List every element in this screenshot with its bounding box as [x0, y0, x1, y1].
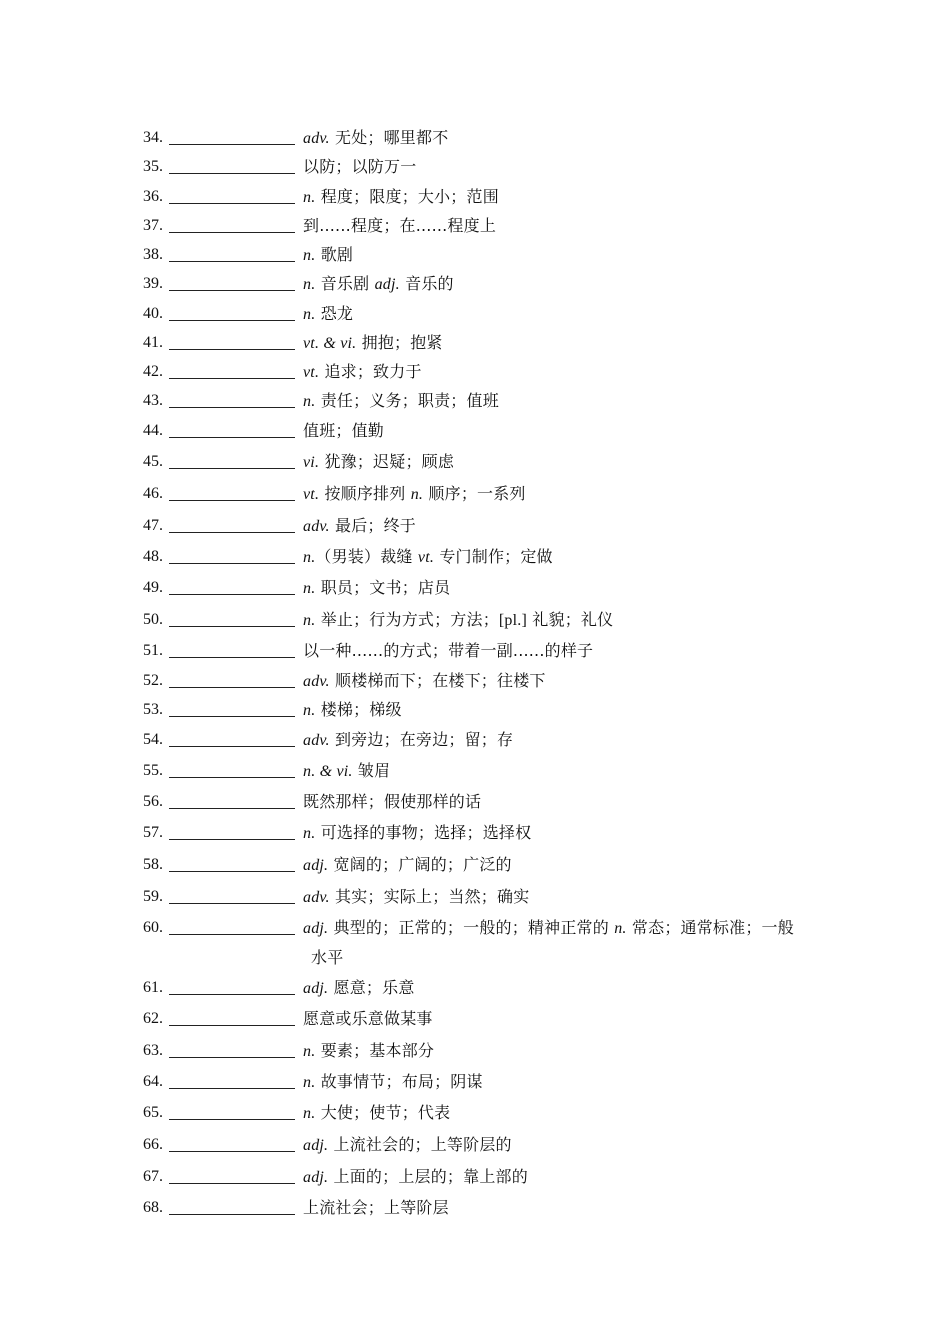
answer-blank — [169, 416, 295, 438]
item-number: 56. — [143, 793, 163, 810]
answer-blank — [169, 756, 295, 778]
answer-blank — [169, 636, 295, 658]
part-of-speech: vi. — [303, 454, 320, 471]
meaning-text: 皱眉 — [352, 761, 391, 780]
definition — [303, 605, 823, 635]
part-of-speech: adj. — [303, 920, 329, 937]
item-number: 45. — [143, 453, 163, 470]
definition — [303, 787, 823, 816]
item-number: 57. — [143, 824, 163, 841]
meaning-text: 歌剧 — [315, 245, 354, 264]
answer-blank — [169, 1193, 295, 1215]
definition — [303, 542, 823, 572]
part-of-speech: adj. — [303, 1137, 329, 1154]
part-of-speech: adv. — [303, 732, 330, 749]
definition — [303, 1004, 823, 1033]
meaning-text: 上流社会的；上等阶层的 — [328, 1135, 512, 1154]
meaning-text: 职员；文书；店员 — [315, 578, 451, 597]
item-number: 59. — [143, 888, 163, 905]
definition — [303, 1162, 823, 1192]
definition — [303, 666, 823, 696]
item-number: 64. — [143, 1073, 163, 1090]
answer-blank — [169, 973, 295, 995]
item-number: 55. — [143, 762, 163, 779]
answer-blank — [169, 211, 295, 233]
meaning-text: 既然那样；假使那样的话 — [303, 792, 482, 811]
meaning-text: 最后；终于 — [329, 516, 417, 535]
part-of-speech: vt. & vi. — [303, 335, 357, 352]
item-number: 68. — [143, 1199, 163, 1216]
part-of-speech: vt. — [417, 549, 435, 566]
item-number: 63. — [143, 1042, 163, 1059]
meaning-text: 犹豫；迟疑；顾虑 — [319, 452, 455, 471]
answer-blank — [169, 1162, 295, 1184]
grammar-note: [pl.] — [498, 612, 528, 629]
item-number: 58. — [143, 856, 163, 873]
definition — [303, 636, 823, 665]
item-number: 37. — [143, 217, 163, 234]
item-number: 41. — [143, 334, 163, 351]
part-of-speech: adv. — [303, 130, 330, 147]
definition — [303, 913, 823, 972]
meaning-text: 大使；使节；代表 — [315, 1103, 451, 1122]
answer-blank — [169, 913, 295, 935]
part-of-speech: n. — [303, 549, 316, 566]
item-number: 60. — [143, 919, 163, 936]
definition — [303, 240, 823, 270]
item-number: 40. — [143, 305, 163, 322]
answer-blank — [169, 479, 295, 501]
definition — [303, 1098, 823, 1128]
meaning-text: 音乐的 — [399, 274, 454, 293]
definition — [303, 1130, 823, 1160]
answer-blank — [169, 542, 295, 564]
meaning-text: 顺序；一系列 — [423, 484, 526, 503]
definition — [303, 123, 823, 153]
meaning-text: 恐龙 — [315, 304, 354, 323]
item-number: 52. — [143, 672, 163, 689]
definition — [303, 511, 823, 541]
item-number: 38. — [143, 246, 163, 263]
meaning-text: 宽阔的；广阔的；广泛的 — [328, 855, 512, 874]
definition — [303, 182, 823, 212]
meaning-text: 典型的；正常的；一般的；精神正常的 — [328, 918, 615, 937]
meaning-text: 拥抱；抱紧 — [356, 333, 443, 352]
meaning-text: 可选择的事物；选择；选择权 — [315, 823, 532, 842]
meaning-continuation: 水平 — [311, 948, 344, 967]
answer-blank — [169, 787, 295, 809]
answer-blank — [169, 1036, 295, 1058]
meaning-text: 故事情节；布局；阴谋 — [315, 1072, 483, 1091]
answer-blank — [169, 299, 295, 321]
answer-blank — [169, 269, 295, 291]
part-of-speech: n. & vi. — [303, 763, 353, 780]
part-of-speech: n. — [303, 825, 316, 842]
definition — [303, 725, 823, 755]
part-of-speech: adj. — [303, 1169, 329, 1186]
definition — [303, 573, 823, 603]
item-number: 67. — [143, 1168, 163, 1185]
item-number: 53. — [143, 701, 163, 718]
item-number: 66. — [143, 1136, 163, 1153]
item-number: 35. — [143, 158, 163, 175]
item-number: 54. — [143, 731, 163, 748]
meaning-text: 音乐剧 — [315, 274, 375, 293]
definition — [303, 882, 823, 912]
item-number: 62. — [143, 1010, 163, 1027]
answer-blank — [169, 1098, 295, 1120]
meaning-text: 举止；行为方式；方法； — [315, 610, 499, 629]
answer-blank — [169, 695, 295, 717]
meaning-text: 值班；值勤 — [303, 421, 385, 440]
part-of-speech: n. — [410, 486, 424, 503]
definition — [303, 1067, 823, 1097]
meaning-text: 按顺序排列 — [319, 484, 411, 503]
answer-blank — [169, 123, 295, 145]
item-number: 46. — [143, 485, 163, 502]
part-of-speech: n. — [614, 920, 627, 937]
meaning-text: 以防；以防万一 — [303, 157, 417, 176]
answer-blank — [169, 725, 295, 747]
answer-blank — [169, 850, 295, 872]
item-number: 36. — [143, 188, 163, 205]
part-of-speech: n. — [303, 612, 316, 629]
answer-blank — [169, 1130, 295, 1152]
meaning-text: 上流社会；上等阶层 — [303, 1198, 449, 1217]
meaning-text: 专门制作；定做 — [434, 547, 553, 566]
definition — [303, 152, 823, 181]
part-of-speech: n. — [303, 247, 316, 264]
item-number: 50. — [143, 611, 163, 628]
definition — [303, 447, 823, 477]
meaning-text: 愿意或乐意做某事 — [303, 1009, 433, 1028]
item-number: 48. — [143, 548, 163, 565]
meaning-text: 程度；限度；大小；范围 — [315, 187, 499, 206]
part-of-speech: adv. — [303, 889, 330, 906]
meaning-text: 顺楼梯而下；在楼下；往楼下 — [329, 671, 546, 690]
definition — [303, 1036, 823, 1066]
definition — [303, 357, 823, 387]
answer-blank — [169, 152, 295, 174]
meaning-text: 到......程度；在......程度上 — [303, 216, 497, 235]
meaning-text: 楼梯；梯级 — [315, 700, 402, 719]
meaning-text: 其实；实际上；当然；确实 — [329, 887, 530, 906]
part-of-speech: n. — [303, 306, 316, 323]
definition — [303, 416, 823, 445]
part-of-speech: n. — [303, 702, 316, 719]
definition — [303, 1193, 823, 1222]
part-of-speech: adj. — [303, 857, 329, 874]
answer-blank — [169, 511, 295, 533]
meaning-text: 上面的；上层的；靠上部的 — [328, 1167, 528, 1186]
meaning-text: 要素；基本部分 — [315, 1041, 435, 1060]
item-number: 44. — [143, 422, 163, 439]
definition — [303, 850, 823, 880]
answer-blank — [169, 1067, 295, 1089]
answer-blank — [169, 605, 295, 627]
part-of-speech: adv. — [303, 518, 330, 535]
item-number: 42. — [143, 363, 163, 380]
part-of-speech: n. — [303, 393, 316, 410]
answer-blank — [169, 328, 295, 350]
part-of-speech: n. — [303, 1105, 316, 1122]
definition — [303, 695, 823, 725]
definition — [303, 269, 823, 299]
answer-blank — [169, 818, 295, 840]
part-of-speech: adj. — [374, 276, 400, 293]
definition — [303, 211, 823, 240]
definition — [303, 973, 823, 1003]
item-number: 43. — [143, 392, 163, 409]
answer-blank — [169, 447, 295, 469]
item-number: 51. — [143, 642, 163, 659]
part-of-speech: vt. — [303, 364, 320, 381]
answer-blank — [169, 1004, 295, 1026]
answer-blank — [169, 882, 295, 904]
definition — [303, 756, 823, 786]
meaning-text: 以一种......的方式；带着一副......的样子 — [303, 641, 594, 660]
answer-blank — [169, 573, 295, 595]
part-of-speech: n. — [303, 580, 316, 597]
meaning-text: 愿意；乐意 — [328, 978, 415, 997]
meaning-text: 礼貌；礼仪 — [527, 610, 614, 629]
definition — [303, 328, 823, 358]
part-of-speech: vt. — [303, 486, 320, 503]
definition — [303, 299, 823, 329]
part-of-speech: adj. — [303, 980, 329, 997]
meaning-text: 常态；通常标准；一般 — [626, 918, 794, 937]
part-of-speech: adv. — [303, 673, 330, 690]
item-number: 49. — [143, 579, 163, 596]
meaning-text: 追求；致力于 — [319, 362, 422, 381]
meaning-text: （男装）裁缝 — [315, 547, 418, 566]
definition — [303, 818, 823, 848]
part-of-speech: n. — [303, 1074, 316, 1091]
answer-blank — [169, 240, 295, 262]
definition — [303, 479, 823, 509]
answer-blank — [169, 182, 295, 204]
part-of-speech: n. — [303, 189, 316, 206]
item-number: 65. — [143, 1104, 163, 1121]
part-of-speech: n. — [303, 1043, 316, 1060]
definition — [303, 386, 823, 416]
meaning-text: 责任；义务；职责；值班 — [315, 391, 499, 410]
answer-blank — [169, 357, 295, 379]
item-number: 61. — [143, 979, 163, 996]
item-number: 47. — [143, 517, 163, 534]
answer-blank — [169, 386, 295, 408]
item-number: 34. — [143, 129, 163, 146]
meaning-text: 到旁边；在旁边；留；存 — [329, 730, 514, 749]
item-number: 39. — [143, 275, 163, 292]
meaning-text: 无处；哪里都不 — [329, 128, 449, 147]
answer-blank — [169, 666, 295, 688]
part-of-speech: n. — [303, 276, 316, 293]
